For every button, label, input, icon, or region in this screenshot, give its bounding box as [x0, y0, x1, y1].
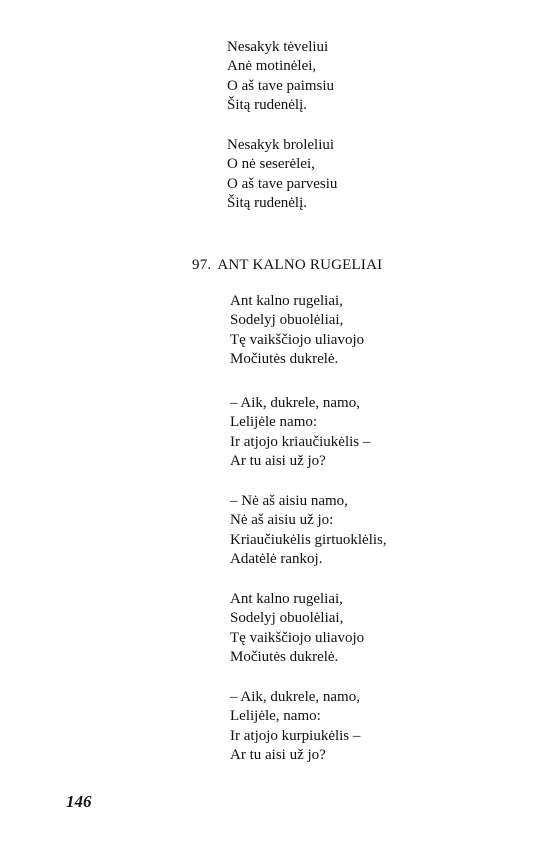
verse-line: O nė seserėlei, [227, 156, 315, 173]
verse-line: Nesakyk broleliui [227, 137, 335, 153]
verse-line: O aš tave paimsiu [227, 77, 335, 94]
verse-line: Ar tu aisi už jo? [230, 453, 326, 470]
verse-line: Adatėlė rankoj. [230, 551, 323, 568]
verse-line: Ar tu aisi už jo? [230, 747, 326, 764]
stanza [227, 38, 334, 116]
page-number: 146 [66, 792, 92, 811]
verse-line: Lelijėle, namo: [230, 708, 321, 725]
stanza [230, 688, 360, 766]
verse-line: – Aik, dukrele, namo, [230, 689, 360, 705]
stanza [230, 590, 364, 668]
verse-line: Ir atjojo kurpiukėlis – [230, 727, 361, 744]
verse-line: – Nė aš aisiu namo, [230, 493, 348, 509]
verse-line: Sodelyj obuolėliai, [230, 610, 344, 627]
verse-line: Anė motinėlei, [227, 58, 317, 75]
verse-line: – Aik, dukrele, namo, [230, 395, 360, 411]
verse-line: Tę vaikščiojo uliavojo [230, 629, 365, 646]
stanza [227, 136, 337, 214]
stanza [230, 394, 370, 472]
verse-line: Nesakyk tėveliui [227, 39, 329, 55]
song-title [192, 256, 382, 275]
verse-line: Ant kalno rugeliai, [230, 591, 343, 607]
verse-line: Lelijėle namo: [230, 414, 318, 431]
verse-line: Kriaučiukėlis girtuoklėlis, [230, 531, 387, 548]
verse-line: Močiutės dukrelė. [230, 351, 339, 368]
song-title-text: ANT KALNO RUGELIAI [217, 257, 383, 273]
song-number: 97. [192, 257, 212, 273]
verse-line: O aš tave parvesiu [227, 175, 338, 192]
stanza [230, 492, 387, 570]
verse-line: Šitą rudenėlį. [227, 97, 307, 114]
verse-line: Nė aš aisiu už jo: [230, 512, 334, 529]
verse-line: Šitą rudenėlį. [227, 195, 307, 212]
verse-line: Tę vaikščiojo uliavojo [230, 331, 365, 348]
stanza [230, 292, 364, 370]
verse-line: Ant kalno rugeliai, [230, 293, 343, 309]
verse-line: Močiutės dukrelė. [230, 649, 339, 666]
verse-line: Ir atjojo kriaučiukėlis – [230, 433, 371, 450]
verse-line: Sodelyj obuolėliai, [230, 312, 344, 329]
